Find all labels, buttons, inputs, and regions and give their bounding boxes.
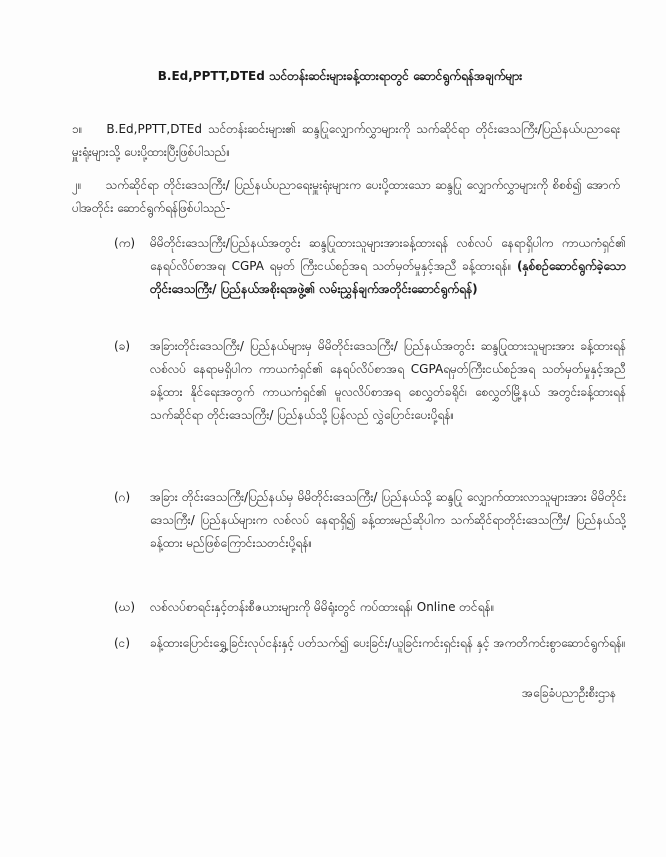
list-item-text: အခြား တိုင်းဒေသကြီး/ပြည်နယ်မှ မိမိတိုင်းဒေသကြီး/ ပြည်နယ်သို့ ဆန္ဒပြု လျှောက်ထားလာသူများအား မိမိတိုင်းဒေသကြီး/ ပြည်နယ်များက လစ်လပ် နေရာရှိ၍ ခန့်ထားမည်ဆိုပါက သက်ဆိုင်ရာတိုင်းဒေသကြီး/ ပြည်နယ်သို့ ခန့်ထား မည်ဖြစ်ကြောင်းသတင်းပို့ရန်။ xyxy=(150,490,626,550)
list-item-bold-note: (နှစ်စဉ်ဆောင်ရွက်ခဲ့သော တိုင်းဒေသကြီး/ ပြည်နယ်အစိုးရအဖွဲ့၏ လမ်းညွှန်ချက်အတိုင်းဆောင်ရွက်ရန်) xyxy=(150,259,626,296)
list-item-text: အခြားတိုင်းဒေသကြီး/ ပြည်နယ်များမှ မိမိတိုင်းဒေသကြီး/ ပြည်နယ်အတွင်း ဆန္ဒပြုထားသူများအား ခန့်ထားရန် လစ်လပ် နေရာမရှိပါက ကာယကံရှင်၏ နေရပ်လိပ်စာအရ CGPAရမှတ်ကြီးငယ်စဉ်အရ သတ်မှတ်မှုနှင့်အညီ ခန့်ထား နိုင်ရေးအတွက် ကာယကံရှင်၏ မူလလိပ်စာအရ စေလွှတ်ခရိုင်၊ စေလွှတ်မြို့နယ် အတွင်းခန့်ထားရန် သက်ဆိုင်ရာ တိုင်းဒေသကြီး/ ပြည်နယ်သို့ ပြန်လည် လွှဲပြောင်းပေးပို့ရန်။ xyxy=(150,339,626,422)
list-item-nga xyxy=(114,632,626,655)
paragraph-2 xyxy=(72,174,620,220)
paragraph-text: B.Ed,PPTT,DTEd သင်တန်းဆင်းများ၏ ဆန္ဒပြုလျှောက်လွှာများကို သက်ဆိုင်ရာ တိုင်းဒေသကြီး/ပြည်နယ်ပညာရေးမှူးရုံးများသို့ ပေးပို့ထားပြီးဖြစ်ပါသည်။ xyxy=(72,122,620,159)
list-item-ka xyxy=(114,232,626,301)
paragraph-1 xyxy=(72,118,620,164)
paragraph-number: ၁။ xyxy=(72,122,83,136)
list-item-text: မိမိတိုင်းဒေသကြီး/ပြည်နယ်အတွင်း ဆန္ဒပြုထားသူများအားခန့်ထားရန် လစ်လပ် နေရာရှိပါက ကာယကံရှင်၏ နေရပ်လိပ်စာအရ၊ CGPA ရမှတ် ကြီးငယ်စဉ်အရ သတ်မှတ်မှုနှင့်အညီ ခန့်ထားရန်။ xyxy=(150,236,626,273)
document-title: B.Ed,PPTT,DTEd သင်တန်းဆင်းများခန့်ထားရာတွင် ဆောင်ရွက်ရန်အချက်များ xyxy=(157,69,523,83)
list-item-marker: (ဃ) xyxy=(114,600,136,614)
list-item-marker: (က) xyxy=(114,236,136,250)
list-item-kha xyxy=(114,335,626,427)
list-item-marker: (ဂ) xyxy=(114,490,131,504)
list-item-marker: (င) xyxy=(114,636,131,650)
list-item-text: ခန့်ထားပြောင်းရွှေ့ခြင်းလုပ်ငန်းနှင့် ပတ်သက်၍ ပေးခြင်း/ယူခြင်းကင်းရှင်းရန် နှင့် အကတိကင်းစွာဆောင်ရွက်ရန်။ xyxy=(150,636,626,650)
list-item-marker: (ခ) xyxy=(114,339,131,353)
signature-department: အခြေခံပညာဦးစီးဌာန xyxy=(522,686,616,700)
list-item-text: လစ်လပ်စာရင်းနှင့်တန်းစီဇယားများကို မိမိရုံးတွင် ကပ်ထားရန်၊ Online တင်ရန်။ xyxy=(150,600,495,614)
paragraph-text: သက်ဆိုင်ရာ တိုင်းဒေသကြီး/ ပြည်နယ်ပညာရေးမှူးရုံးများက ပေးပို့ထားသော ဆန္ဒပြု လျှောက်လွှာများကို စိစစ်၍ အောက်ပါအတိုင်း ဆောင်ရွက်ရန်ဖြစ်ပါသည်- xyxy=(72,178,620,215)
paragraph-number: ၂။ xyxy=(72,178,82,192)
list-item-ga xyxy=(114,486,626,555)
list-item-gha xyxy=(114,596,626,619)
